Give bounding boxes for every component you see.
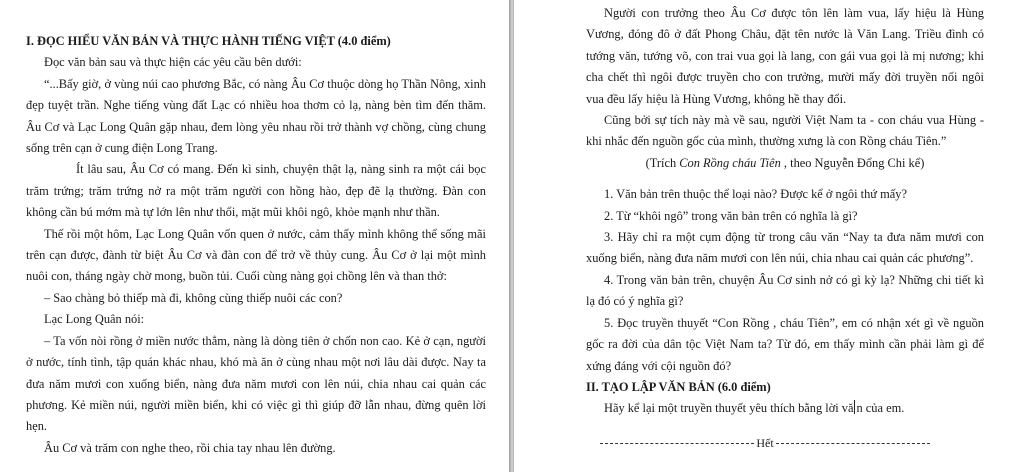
end-marker [600, 433, 930, 454]
citation-suffix: , theo Nguyễn Đổng Chi kể) [780, 155, 925, 170]
section-heading-writing: II. TẠO LẬP VĂN BẢN (6.0 điểm) [586, 379, 771, 394]
left-page [0, 0, 509, 472]
reading-instruction: Đọc văn bản sau và thực hiện các yêu cầu bên dưới: [44, 55, 302, 70]
section-heading-reading: I. ĐỌC HIỂU VĂN BẢN VÀ THỰC HÀNH TIẾNG VIỆT (4.0 điểm) [26, 34, 391, 48]
citation [586, 153, 984, 174]
question-2: 2. Từ “khôi ngô” trong văn bản trên có nghĩa là gì? [604, 208, 858, 223]
spacer [586, 174, 984, 184]
passage-paragraph-3: Thế rồi một hôm, Lạc Long Quân vốn quen ở nước, cảm thấy mình không thể sống mãi trên cạn được, đành từ biệt Âu Cơ và đàn con để trở về thủy cung. Âu Cơ ở lại một mình nuôi con, tháng ngày chờ mong, buồn tủi. Cuối cùng nàng gọi chồng lên và than thở: [26, 226, 486, 284]
end-dash-right [776, 443, 930, 444]
question-4: 4. Trong văn bản trên, chuyện Âu Cơ sinh nở có gì kỳ lạ? Những chi tiết kì lạ đó có ý nghĩa gì? [586, 272, 984, 309]
question-3: 3. Hãy chỉ ra một cụm động từ trong câu văn “Nay ta đưa năm mươi con xuống biển, nàng đưa năm mươi con lên núi, chia nhau cai quản các phương”. [586, 230, 984, 266]
end-label: Hết [756, 436, 774, 450]
writing-task-text-1: Hãy kể lại một truyền thuyết yêu thích bằng lời vă [604, 401, 854, 416]
passage-paragraph-2: Ít lâu sau, Âu Cơ có mang. Đến kì sinh, chuyện thật lạ, nàng sinh ra một cái bọc trăm trứng; trăm trứng nở ra một trăm người con hồng hào, đẹp đẽ lạ thường. Đàn con không cần bú mớm mà tự lớn lên như thổi, mặt mũi khôi ngô, khỏe mạnh như thần. [26, 162, 486, 220]
passage-paragraph-1: “...Bấy giờ, ở vùng núi cao phương Bắc, có nàng Âu Cơ thuộc dòng họ Thần Nông, xinh đẹp tuyệt trần. Nghe tiếng vùng đất Lạc có nhiều hoa thơm cỏ lạ, nàng bèn tìm đến thăm. Âu Cơ và Lạc Long Quân gặp nhau, đem lòng yêu nhau rồi trở thành vợ chồng, cùng chung sống trên cạn ở cung điện Long Trang. [26, 76, 486, 156]
passage-paragraph-4: Lạc Long Quân nói: [44, 312, 145, 327]
right-page [514, 0, 1024, 472]
passage-dialogue-1: – Sao chàng bỏ thiếp mà đi, không cùng thiếp nuôi các con? [44, 290, 343, 305]
passage-paragraph-5: Âu Cơ và trăm con nghe theo, rồi chia tay nhau lên đường. [44, 440, 336, 455]
question-5: 5. Đọc truyền thuyết “Con Rồng , cháu Tiên”, em có nhận xét gì về nguồn gốc ra đời của dân tộc Việt Nam ta? Từ đó, em thấy mình cần phải làm gì để xứng đáng với cội nguồn đó? [586, 315, 984, 373]
passage-dialogue-2: – Ta vốn nòi rồng ở miền nước thẳm, nàng là dòng tiên ở chốn non cao. Kẻ ở cạn, người ở nước, tính tình, tập quán khác nhau, khó mà ăn ở cùng nhau một nơi lâu dài được. Nay ta đưa năm mươi con xuống biển, nàng đưa năm mươi con lên núi, chia nhau cai quản các phương. Kẻ miền núi, người miền biển, khi có việc gì thì giúp đỡ lẫn nhau, đừng quên lời hẹn. [26, 333, 486, 434]
question-1: 1. Văn bản trên thuộc thể loại nào? Được kể ở ngôi thứ mấy? [604, 187, 907, 202]
citation-title: Con Rồng cháu Tiên [679, 155, 781, 170]
citation-prefix: (Trích [645, 155, 680, 170]
passage-paragraph-6: Người con trưởng theo Âu Cơ được tôn lên làm vua, lấy hiệu là Hùng Vương, đóng đô ở đất Phong Châu, đặt tên nước là Văn Lang. Triều đình có tướng văn, tướng võ, con trai vua gọi là lang, con gái vua gọi là mị nương; khi cha chết thì ngôi được truyền cho con trưởng, mười mấy đời truyền nối ngôi vua đều lấy hiệu là Hùng Vương, không hề thay đổi. [586, 6, 984, 106]
writing-task[interactable] [586, 398, 984, 419]
end-dash-left [600, 443, 754, 444]
passage-paragraph-7: Cũng bởi sự tích này mà về sau, người Việt Nam ta - con cháu vua Hùng - khi nhắc đến nguồn gốc của mình, thường xưng là con Rồng cháu Tiên.” [586, 113, 984, 149]
writing-task-text-2: n của em. [856, 401, 905, 416]
